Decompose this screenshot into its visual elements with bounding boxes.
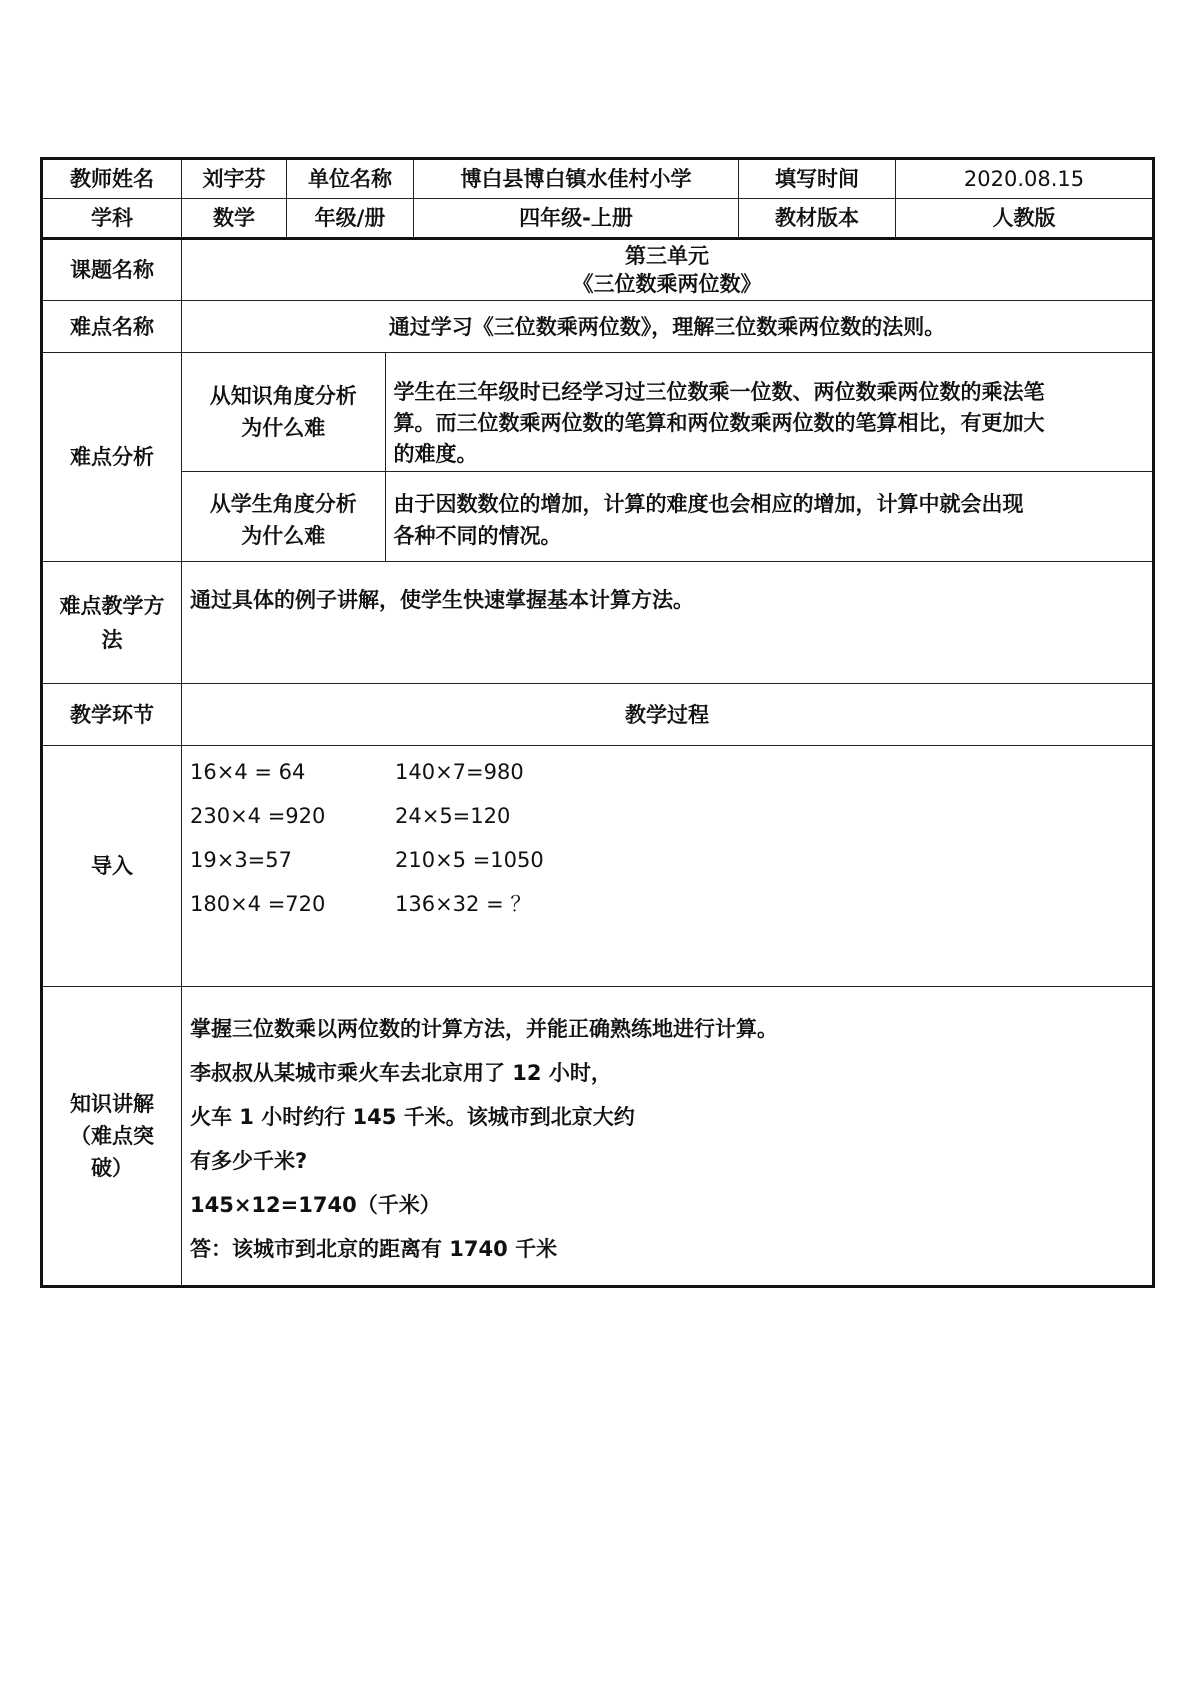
difficulty-row bbox=[42, 301, 1154, 353]
analysis-label: 难点分析 bbox=[42, 353, 182, 562]
intro-equation: 16×4 = 64 bbox=[190, 760, 306, 784]
intro-equation-row bbox=[190, 750, 1144, 794]
topic-line-1: 第三单元 bbox=[625, 244, 709, 268]
student-analysis-label-1: 从学生角度分析 bbox=[209, 491, 357, 516]
knowledge-label bbox=[42, 987, 182, 1287]
intro-label: 导入 bbox=[42, 746, 182, 987]
teacher-label: 教师姓名 bbox=[42, 159, 182, 199]
analysis-row bbox=[42, 353, 1154, 562]
knowledge-label-3: 破） bbox=[91, 1156, 133, 1180]
knowledge-line: 掌握三位数乘以两位数的计算方法，并能正确熟练地进行计算。 bbox=[190, 1017, 778, 1041]
edition-label: 教材版本 bbox=[739, 199, 896, 239]
process-detail-label: 教学过程 bbox=[182, 684, 1154, 746]
knowledge-analysis-label-2: 为什么难 bbox=[241, 415, 326, 440]
topic-value bbox=[182, 239, 1154, 301]
knowledge-label-2: （难点突 bbox=[70, 1124, 154, 1148]
intro-equation: 230×4 =920 bbox=[190, 804, 326, 828]
knowledge-line: 答：该城市到北京的距离有 1740 千米 bbox=[190, 1237, 558, 1261]
topic-line-2: 《三位数乘两位数》 bbox=[572, 272, 762, 296]
knowledge-analysis-text bbox=[385, 353, 1152, 471]
knowledge-line: 有多少千米? bbox=[190, 1149, 308, 1173]
intro-equation-row bbox=[190, 838, 1144, 882]
intro-equation: 210×5 =1050 bbox=[395, 848, 544, 872]
difficulty-value: 通过学习《三位数乘两位数》，理解三位数乘两位数的法则。 bbox=[182, 301, 1154, 353]
knowledge-analysis-line-3: 的难度。 bbox=[393, 442, 478, 466]
subject-value: 数学 bbox=[182, 199, 287, 239]
student-analysis-text bbox=[385, 471, 1152, 561]
process-header-row bbox=[42, 684, 1154, 746]
knowledge-row bbox=[42, 987, 1154, 1287]
knowledge-content bbox=[182, 987, 1154, 1287]
date-value: 2020.08.15 bbox=[896, 159, 1154, 199]
knowledge-line: 李叔叔从某城市乘火车去北京用了 12 小时， bbox=[190, 1061, 612, 1085]
analysis-inner-table bbox=[182, 353, 1152, 561]
unit-value: 博白县博白镇水佳村小学 bbox=[414, 159, 739, 199]
header-row-2 bbox=[42, 199, 1154, 239]
intro-equation: 19×3=57 bbox=[190, 848, 292, 872]
grade-label: 年级/册 bbox=[287, 199, 414, 239]
intro-row bbox=[42, 746, 1154, 987]
process-stage-label: 教学环节 bbox=[42, 684, 182, 746]
edition-value: 人教版 bbox=[896, 199, 1154, 239]
student-analysis-line-2: 各种不同的情况。 bbox=[393, 523, 562, 548]
date-label: 填写时间 bbox=[739, 159, 896, 199]
intro-equation: 136×32 = ？ bbox=[395, 892, 532, 916]
topic-row bbox=[42, 239, 1154, 301]
intro-equation: 140×7=980 bbox=[395, 760, 524, 784]
subject-label: 学科 bbox=[42, 199, 182, 239]
knowledge-analysis-line-1: 学生在三年级时已经学习过三位数乘一位数、两位数乘两位数的乘法笔 bbox=[393, 380, 1045, 404]
teacher-value: 刘宇芬 bbox=[182, 159, 287, 199]
method-label-2: 法 bbox=[101, 627, 123, 652]
knowledge-analysis-row bbox=[182, 353, 1152, 471]
method-row bbox=[42, 562, 1154, 684]
method-label-1: 难点教学方 bbox=[59, 593, 165, 618]
intro-equation-row bbox=[190, 794, 1144, 838]
analysis-cell bbox=[182, 353, 1154, 562]
difficulty-label: 难点名称 bbox=[42, 301, 182, 353]
topic-label: 课题名称 bbox=[42, 239, 182, 301]
intro-equation: 180×4 =720 bbox=[190, 892, 326, 916]
method-label bbox=[42, 562, 182, 684]
unit-label: 单位名称 bbox=[287, 159, 414, 199]
student-analysis-label-2: 为什么难 bbox=[241, 523, 326, 548]
knowledge-analysis-line-2: 算。而三位数乘两位数的笔算和两位数乘两位数的笔算相比，有更加大 bbox=[393, 411, 1045, 435]
student-analysis-label bbox=[182, 471, 385, 561]
method-value: 通过具体的例子讲解，使学生快速掌握基本计算方法。 bbox=[182, 562, 1154, 684]
intro-equation-row bbox=[190, 882, 1144, 926]
knowledge-analysis-label-1: 从知识角度分析 bbox=[209, 383, 357, 408]
student-analysis-line-1: 由于因数数位的增加，计算的难度也会相应的增加，计算中就会出现 bbox=[393, 491, 1024, 516]
knowledge-analysis-label bbox=[182, 353, 385, 471]
lesson-plan-sheet bbox=[40, 157, 1152, 1288]
intro-equation: 24×5=120 bbox=[395, 804, 511, 828]
knowledge-line: 145×12=1740（千米） bbox=[190, 1193, 441, 1217]
intro-content bbox=[182, 746, 1154, 987]
student-analysis-row bbox=[182, 471, 1152, 561]
knowledge-line: 火车 1 小时约行 145 千米。该城市到北京大约 bbox=[190, 1105, 635, 1129]
lesson-plan-table bbox=[40, 157, 1155, 1288]
knowledge-label-1: 知识讲解 bbox=[70, 1092, 154, 1116]
header-row-1 bbox=[42, 159, 1154, 199]
grade-value: 四年级-上册 bbox=[414, 199, 739, 239]
